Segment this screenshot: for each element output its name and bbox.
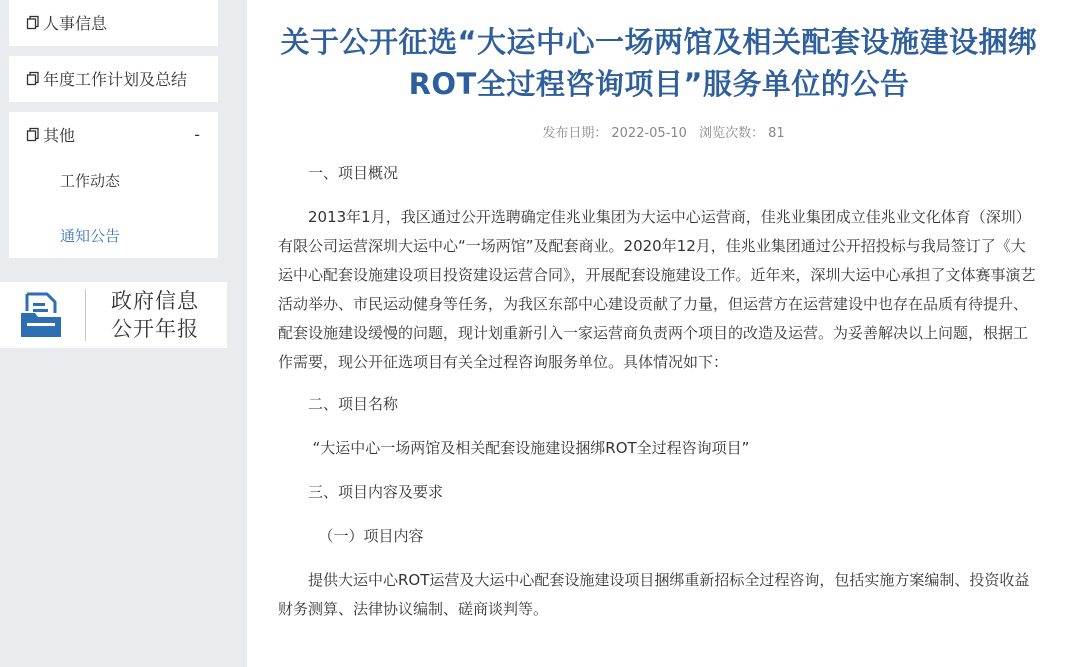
document-icon [26,71,41,86]
body-paragraph: 提供大运中心ROT运营及大运中心配套设施建设项目捆绑重新招标全过程咨询，包括实施方案编制、投资收益财务测算、法律协议编制、磋商谈判等。 [278,571,1030,618]
view-count-label: 浏览次数： [699,126,765,141]
view-count [697,126,787,141]
publish-date-value: 2022-05-10 [611,126,687,141]
body-paragraph: 2013年1月，我区通过公开选聘确定佳兆业集团为大运中心运营商，佳兆业集团成立佳兆业文化体育（深圳）有限公司运营深圳大运中心“一场两馆”及配套商业。2020年12月，佳兆业集团通过公开招投标与我局签订了《大运中心配套设施建设项目投资建设运营合同》，开展配套设施建设工作。近年来，深圳大运中心承担了文体赛事演艺活动举办、市民运动健身等任务，为我区东部中心建设贡献了力量，但运营方在运营建设中也存在品质有待提升、配套设施建设缓慢的问题，现计划重新引入一家运营商负责两个项目的改造及运营。为妥善解决以上问题，根据工作需要，现公开征选项目有关全过程咨询服务单位。具体情况如下： [278,208,1036,371]
project-name: “大运中心一场两馆及相关配套设施建设捆绑ROT全过程咨询项目” [312,439,750,457]
publish-date [540,126,689,141]
view-count-value: 81 [768,126,785,141]
collapse-toggle[interactable]: - [194,124,200,144]
article-panel [247,0,1080,667]
sidebar-item-label: 其他 [43,125,76,145]
annual-report-line2: 公开年报 [111,317,199,341]
document-icon [26,15,41,30]
section-heading: 三、项目内容及要求 [308,483,444,501]
section-heading: 二、项目名称 [308,395,399,413]
sidebar-card-personnel [9,0,218,46]
article-meta [247,122,1080,141]
sidebar-item-annual-plan[interactable] [9,56,218,100]
sidebar-card-annual-plan [9,56,218,102]
sidebar-item-label: 年度工作计划及总结 [43,69,188,89]
sidebar-card-other [9,112,218,258]
annual-report-banner[interactable] [0,282,227,348]
sidebar-item-label: 人事信息 [43,13,108,33]
sidebar-subitem-work-news[interactable]: 工作动态 [60,172,121,190]
report-folder-icon [19,291,63,339]
section-heading: 一、项目概况 [308,164,399,182]
annual-report-line1: 政府信息 [111,289,199,313]
sidebar [0,0,228,667]
divider [85,289,86,341]
article-body [278,159,1040,624]
sidebar-subitem-notices[interactable]: 通知公告 [60,227,121,245]
annual-report-label [111,287,199,343]
article-title: 关于公开征选“大运中心一场两馆及相关配套设施建设捆绑ROT全过程咨询项目”服务单位的公告 [280,25,1038,101]
document-icon [26,127,41,142]
publish-date-label: 发布日期： [542,126,608,141]
subsection-heading: （一）项目内容 [318,527,424,545]
sidebar-item-personnel[interactable] [9,0,218,44]
sidebar-item-other[interactable] [9,112,218,156]
